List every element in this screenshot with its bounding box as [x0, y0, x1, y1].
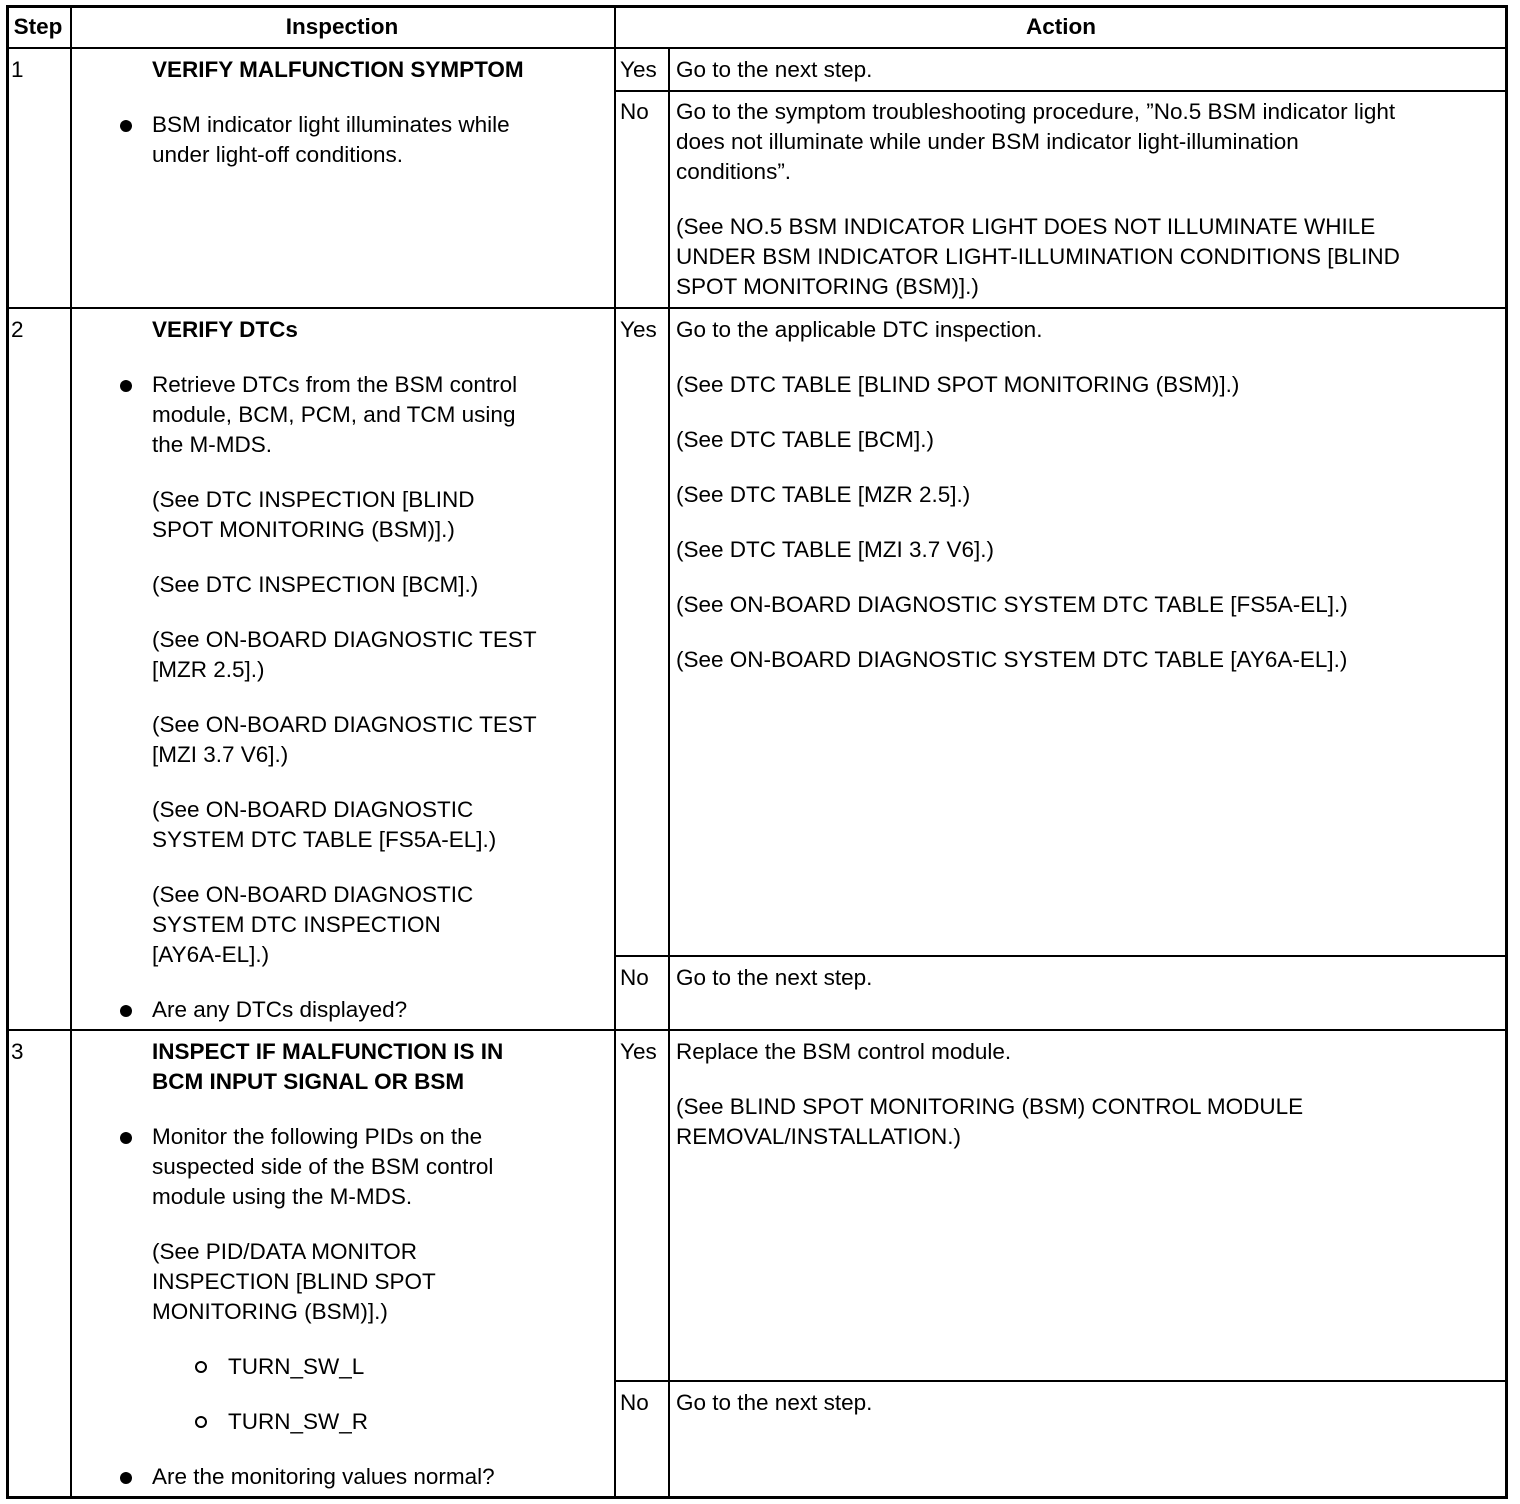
action-line: (See BLIND SPOT MONITORING (BSM) CONTROL MODULE: [676, 1094, 1304, 1119]
no-label: No: [620, 965, 649, 990]
action-line: (See DTC TABLE [MZI 3.7 V6].): [676, 537, 995, 562]
inspection-line: (See ON-BOARD DIAGNOSTIC: [152, 797, 474, 822]
inspection-line: [MZR 2.5].): [152, 657, 265, 682]
column-divider-step: [70, 5, 72, 1499]
inspection-line: (See DTC INSPECTION [BLIND: [152, 487, 475, 512]
action-line: Go to the symptom troubleshooting procedure, ”No.5 BSM indicator light: [676, 99, 1396, 124]
action-line: Replace the BSM control module.: [676, 1039, 1012, 1064]
header-action: Action: [1026, 14, 1096, 39]
bullet-icon: [120, 1005, 132, 1017]
inspection-line: (See ON-BOARD DIAGNOSTIC TEST: [152, 627, 537, 652]
inspection-line: (See ON-BOARD DIAGNOSTIC: [152, 882, 474, 907]
action-line: Go to the next step.: [676, 57, 873, 82]
header-inspection: Inspection: [285, 14, 399, 39]
inspection-line: under light-off conditions.: [152, 142, 403, 167]
inspection-line: SYSTEM DTC TABLE [FS5A-EL].): [152, 827, 497, 852]
bullet-icon: [120, 120, 132, 132]
inspection-line: MONITORING (BSM)].): [152, 1299, 388, 1324]
step-title: VERIFY DTCs: [152, 317, 298, 342]
pid-item: TURN_SW_R: [228, 1409, 369, 1434]
inspection-line: BSM indicator light illuminates while: [152, 112, 510, 137]
action-line: (See DTC TABLE [BLIND SPOT MONITORING (BSM)].): [676, 372, 1240, 397]
action-line: SPOT MONITORING (BSM)].): [676, 274, 979, 299]
no-label: No: [620, 1390, 649, 1415]
inspection-line: SPOT MONITORING (BSM)].): [152, 517, 455, 542]
inspection-line: [MZI 3.7 V6].): [152, 742, 289, 767]
action-line: REMOVAL/INSTALLATION.): [676, 1124, 962, 1149]
yes-no-divider-3: [614, 1380, 1508, 1382]
inspection-line: INSPECTION [BLIND SPOT: [152, 1269, 436, 1294]
yes-no-divider-2: [614, 955, 1508, 957]
yes-no-divider-1: [614, 90, 1508, 92]
action-line: Go to the applicable DTC inspection.: [676, 317, 1043, 342]
action-line: (See NO.5 BSM INDICATOR LIGHT DOES NOT ILLUMINATE WHILE: [676, 214, 1376, 239]
inspection-line: SYSTEM DTC INSPECTION: [152, 912, 441, 937]
step-title: VERIFY MALFUNCTION SYMPTOM: [152, 57, 524, 82]
step-title: BCM INPUT SIGNAL OR BSM: [152, 1069, 465, 1094]
inspection-line: (See ON-BOARD DIAGNOSTIC TEST: [152, 712, 537, 737]
inspection-line: Monitor the following PIDs on the: [152, 1124, 483, 1149]
bullet-icon: [120, 1472, 132, 1484]
inspection-line: suspected side of the BSM control: [152, 1154, 494, 1179]
action-line: UNDER BSM INDICATOR LIGHT-ILLUMINATION CONDITIONS [BLIND: [676, 244, 1400, 269]
inspection-line: [AY6A-EL].): [152, 942, 270, 967]
inspection-line: (See DTC INSPECTION [BCM].): [152, 572, 479, 597]
bullet-icon: [120, 1132, 132, 1144]
action-line: (See DTC TABLE [BCM].): [676, 427, 934, 452]
step-number: 3: [11, 1039, 24, 1064]
action-line: (See ON-BOARD DIAGNOSTIC SYSTEM DTC TABLE [AY6A-EL].): [676, 647, 1348, 672]
header-step: Step: [13, 14, 63, 39]
column-divider-inspection: [614, 5, 616, 1499]
bullet-icon: [120, 380, 132, 392]
sub-bullet-icon: [195, 1416, 207, 1428]
row-divider-1: [6, 307, 1508, 309]
inspection-line: the M-MDS.: [152, 432, 273, 457]
no-label: No: [620, 99, 649, 124]
inspection-line: module, BCM, PCM, and TCM using: [152, 402, 516, 427]
inspection-line: module using the M-MDS.: [152, 1184, 413, 1209]
action-line: Go to the next step.: [676, 1390, 873, 1415]
pid-item: TURN_SW_L: [228, 1354, 365, 1379]
step-number: 1: [11, 57, 24, 82]
action-line: (See DTC TABLE [MZR 2.5].): [676, 482, 971, 507]
yes-label: Yes: [620, 317, 657, 342]
header-divider: [6, 47, 1508, 49]
sub-bullet-icon: [195, 1361, 207, 1373]
inspection-line: Retrieve DTCs from the BSM control: [152, 372, 518, 397]
action-line: does not illuminate while under BSM indicator light-illumination: [676, 129, 1299, 154]
row-divider-2: [6, 1029, 1508, 1031]
step-number: 2: [11, 317, 24, 342]
step-title: INSPECT IF MALFUNCTION IS IN: [152, 1039, 504, 1064]
column-divider-answer: [668, 48, 670, 1499]
inspection-line: (See PID/DATA MONITOR: [152, 1239, 418, 1264]
inspection-line: Are the monitoring values normal?: [152, 1464, 495, 1489]
inspection-line: Are any DTCs displayed?: [152, 997, 408, 1022]
yes-label: Yes: [620, 57, 657, 82]
yes-label: Yes: [620, 1039, 657, 1064]
action-line: conditions”.: [676, 159, 792, 184]
action-line: Go to the next step.: [676, 965, 873, 990]
action-line: (See ON-BOARD DIAGNOSTIC SYSTEM DTC TABLE [FS5A-EL].): [676, 592, 1348, 617]
